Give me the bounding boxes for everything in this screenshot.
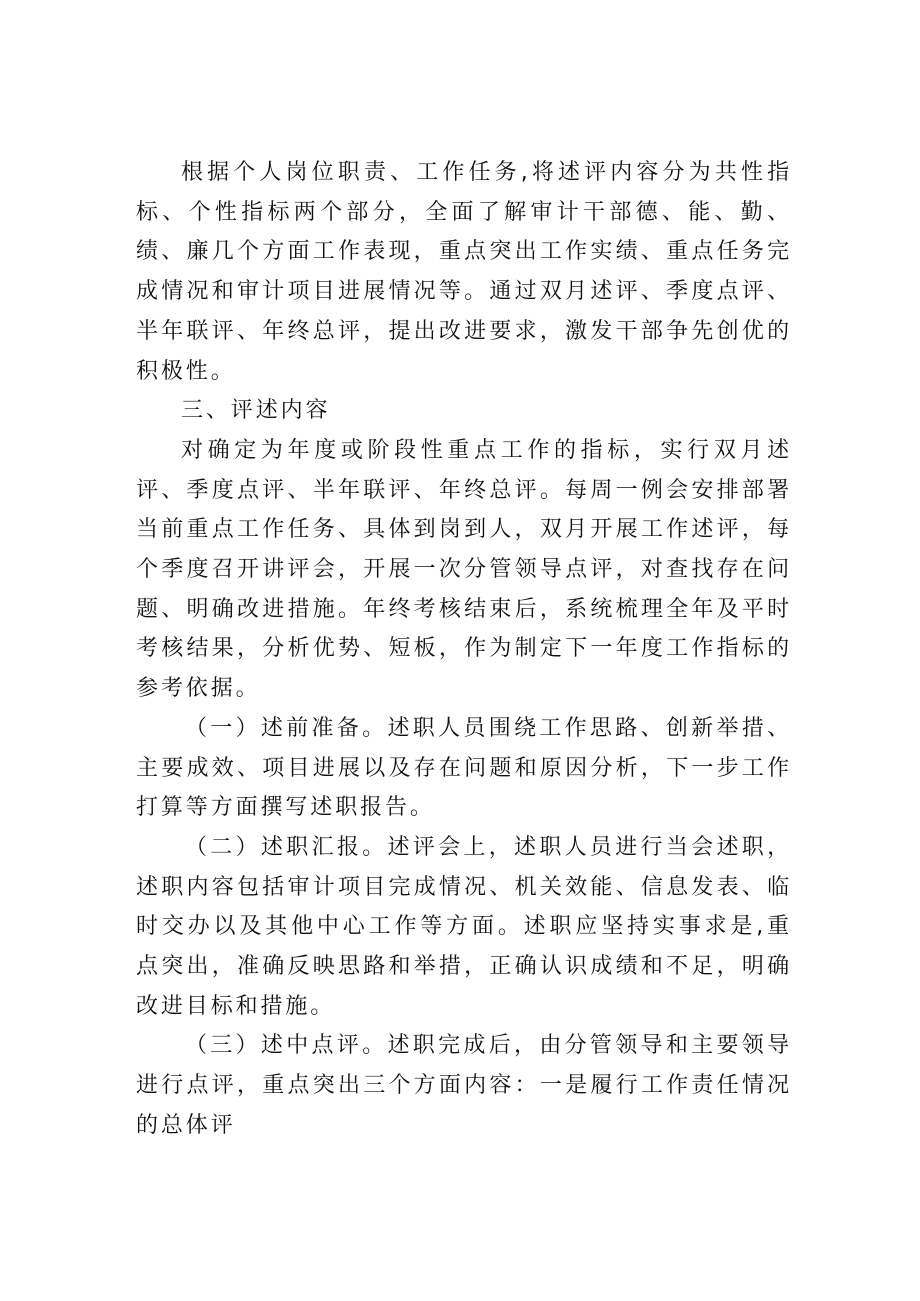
document-body bbox=[136, 153, 792, 1146]
paragraph-evaluation-scope: 根据个人岗位职责、工作任务,将述评内容分为共性指标、个性指标两个部分，全面了解审计干部德、能、勤、绩、廉几个方面工作表现，重点突出工作实绩、重点任务完成情况和审计项目进展情况等。通过双月述评、季度点评、半年联评、年终总评，提出改进要求，激发干部争先创优的积极性。 bbox=[136, 160, 792, 384]
section-heading-evaluation-content: 三、评述内容 bbox=[181, 398, 331, 424]
paragraph-evaluation-schedule: 对确定为年度或阶段性重点工作的指标，实行双月述评、季度点评、半年联评、年终总评。每周一例会安排部署当前重点工作任务、具体到岗到人，双月开展工作述评，每个季度召开讲评会，开展一次分管领导点评，对查找存在问题、明确改进措施。年终考核结束后，系统梳理全年及平时考核结果，分析优势、短板，作为制定下一年度工作指标的参考依据。 bbox=[136, 437, 792, 702]
paragraph-review-comments: （三）述中点评。述职完成后，由分管领导和主要领导进行点评，重点突出三个方面内容：一是履行工作责任情况的总体评 bbox=[136, 1033, 792, 1138]
paragraph-report-presentation: （二）述职汇报。述评会上，述职人员进行当会述职，述职内容包括审计项目完成情况、机关效能、信息发表、临时交办以及其他中心工作等方面。述职应坚持实事求是,重点突出，准确反映思路和举措，正确认识成绩和不足，明确改进目标和措施。 bbox=[136, 834, 792, 1019]
paragraph-pre-report-preparation: （一）述前准备。述职人员围绕工作思路、创新举措、主要成效、项目进展以及存在问题和原因分析，下一步工作打算等方面撰写述职报告。 bbox=[136, 715, 792, 821]
